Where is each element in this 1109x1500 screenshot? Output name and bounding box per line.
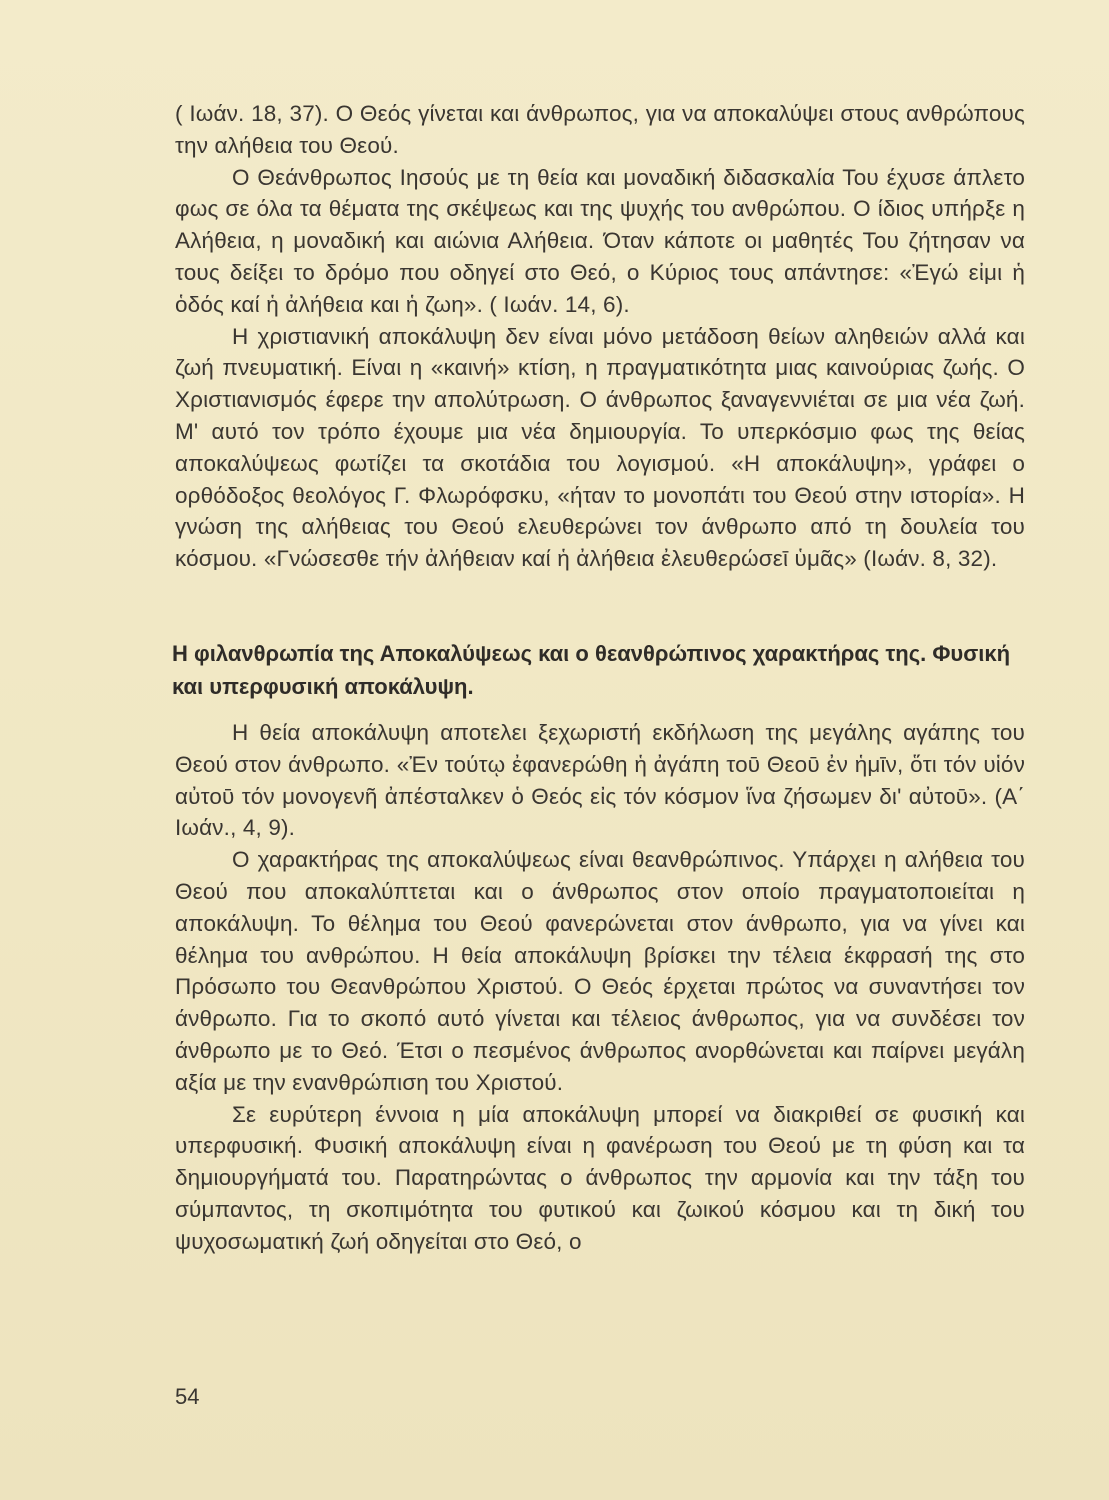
paragraph: Σε ευρύτερη έννοια η μία αποκάλυψη μπορεί να διακριθεί σε φυσική και υπερφυσική. Φυσική αποκάλυψη είναι η φανέρωση του Θεού με τη φύση και τα δημιουργήματά του. Παρατηρώντας ο άνθρωπος την αρμονία και την τάξη του σύμπαντος, τη σκοπιμότητα του φυτικού και ζωικού κόσμου και τη δική του ψυχοσωματική ζωή οδηγείται στο Θεό, ο <box>175 1101 1025 1254</box>
section-gap <box>175 575 1025 637</box>
paragraph: Η θεία αποκάλυψη αποτελει ξεχωριστή εκδήλωση της μεγάλης αγάπης του Θεού στον άνθρωπο. «Ἐν τούτῳ ἐφανερώθη ἡ ἀγάπη τοῡ Θεοῡ ἐν ἡμῑν, ὅτι τόν υἱόν αὐτοῡ τόν μονογενῆ ἀπέσταλκεν ὁ Θεός εἰς τόν κόσμον ἵνα ζήσωμεν δι' αὐτοῡ». (Α΄ Ιωάν., 4, 9). <box>175 719 1025 841</box>
paragraph: ( Ιωάν. 18, 37). Ο Θεός γίνεται και άνθρωπος, για να αποκαλύψει στους ανθρώπους την αλήθεια του Θεού. <box>175 101 1025 158</box>
page-number: 54 <box>175 1384 200 1409</box>
paragraph: Η χριστιανική αποκάλυψη δεν είναι μόνο μετάδοση θείων αληθειών αλλά και ζωή πνευματική. Είναι η «καινή» κτίση, η πραγματικότητα μιας καινούριας ζωής. Ο Χριστιανισμός έφερε την απολύτρωση. Ο άνθρωπος ξαναγεννιέται σε μια νέα ζωή. Μ' αυτό τον τρόπο έχουμε μια νέα δημιουργία. Το υπερκόσμιο φως της θείας αποκαλύψεως φωτίζει τα σκοτάδια του λογισμού. «Η αποκάλυψη», γράφει ο ορθόδοξος θεολόγος Γ. Φλωρόφσκυ, «ήταν το μονοπάτι του Θεού στην ιστορία». Η γνώση της αλήθειας του Θεού ελευθερώνει τον άνθρωπο από τη δουλεία του κόσμου. «Γνώσεσθε τήν ἀλήθειαν καί ἡ ἀλήθεια ἐλευθερώσεῑ ὑμᾶς» (Ιωάν. 8, 32). <box>175 323 1025 572</box>
page-body <box>172 98 1025 1258</box>
paragraph: Ο χαρακτήρας της αποκαλύψεως είναι θεανθρώπινος. Υπάρχει η αλήθεια του Θεού που αποκαλύπτεται και ο άνθρωπος στον οποίο πραγματοποιείται η αποκάλυψη. Το θέλημα του Θεού φανερώνεται στον άνθρωπο, για να γίνει και θέλημα του ανθρώπου. Η θεία αποκάλυψη βρίσκει την τέλεια έκφρασή της στο Πρόσωπο του Θεανθρώπου Χριστού. Ο Θεός έρχεται πρώτος να συναντήσει τον άνθρωπο. Για το σκοπό αυτό γίνεται και τέλειος άνθρωπος, για να συνδέσει τον άνθρωπο με το Θεό. Έτσι ο πεσμένος άνθρωπος ανορθώνεται και παίρνει μεγάλη αξία με την ενανθρώπιση του Χριστού. <box>175 847 1025 1095</box>
section-heading: Η φιλανθρωπία της Αποκαλύψεως και ο θεανθρώπινος χαρακτήρας της. Φυσική και υπερφυσική αποκάλυψη. <box>172 640 1011 699</box>
paragraph: Ο Θεάνθρωπος Ιησούς με τη θεία και μοναδική διδασκαλία Του έχυσε άπλετο φως σε όλα τα θέματα της σκέψεως και της ψυχής του ανθρώπου. Ο ίδιος υπήρξε η Αλήθεια, η μοναδική και αιώνια Αλήθεια. Όταν κάποτε οι μαθητές Του ζήτησαν να τους δείξει το δρόμο που οδηγεί στο Θεό, ο Κύριος τους απάντησε: «Ἐγώ εἰμι ἡ ὁδός καί ἡ ἀλήθεια και ἡ ζωη». ( Ιωάν. 14, 6). <box>175 164 1025 317</box>
